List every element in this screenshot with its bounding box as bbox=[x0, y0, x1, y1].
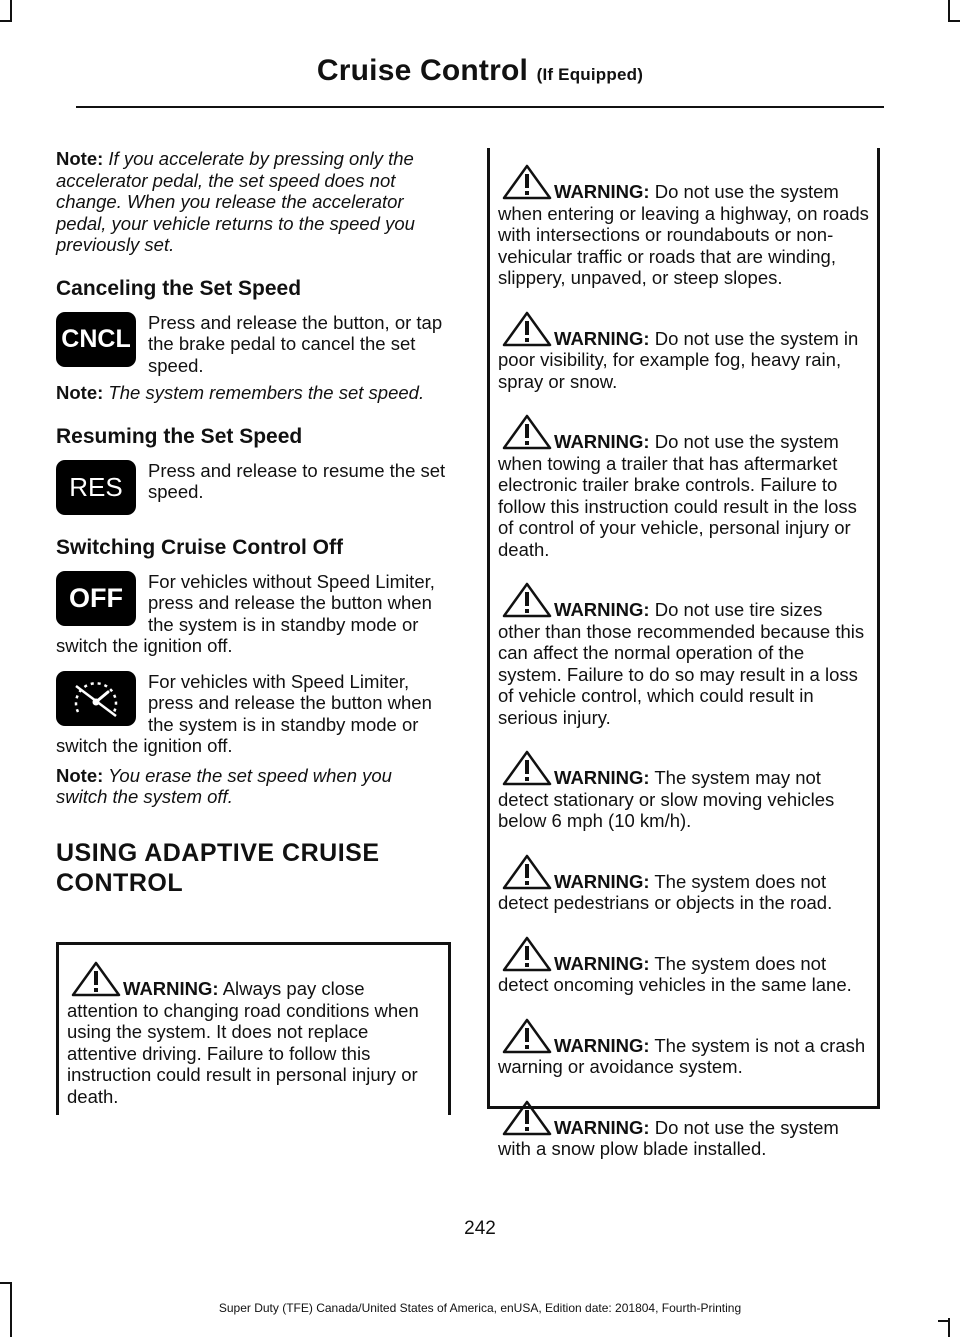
warning-item bbox=[498, 1100, 869, 1160]
warning-item bbox=[498, 750, 869, 832]
resume-icon-label: RES bbox=[69, 471, 123, 502]
warning-triangle-icon bbox=[502, 311, 552, 347]
warning-text: The system does not detect oncoming vehicles in the same lane. bbox=[498, 952, 852, 995]
warning-label: WARNING: bbox=[554, 870, 650, 892]
crop-mark bbox=[10, 0, 12, 22]
page-number: 242 bbox=[464, 1218, 496, 1239]
section-heading-line2: CONTROL bbox=[56, 868, 184, 897]
off-icon-label: OFF bbox=[69, 582, 123, 613]
section-heading bbox=[56, 838, 446, 898]
warning-text: Do not use the system in poor visibility, for example fog, heavy rain, spray or snow. bbox=[498, 327, 859, 392]
warning-item bbox=[498, 936, 869, 996]
warning-triangle-icon bbox=[502, 936, 552, 972]
warning-triangle-icon bbox=[502, 414, 552, 450]
note-text: You erase the set speed when you switch the system off. bbox=[56, 764, 392, 807]
warning-text: Always pay close attention to changing road conditions when using the system. It does not replace attentive driving. Failure to follow this instruction could result in personal injury or death. bbox=[67, 978, 419, 1107]
page-title-subtitle: (If Equipped) bbox=[536, 65, 644, 84]
limiter-section bbox=[56, 671, 446, 757]
resume-button-icon bbox=[56, 460, 136, 515]
warning-text: Do not use tire sizes other than those recommended because this can affect the normal operation of the system. Failure to do so may result in a loss of vehicle control, which could result in serious injury. bbox=[498, 599, 865, 728]
warning-label: WARNING: bbox=[554, 599, 650, 620]
warning-label: WARNING: bbox=[554, 327, 650, 349]
warning-triangle-icon bbox=[502, 750, 552, 786]
note-label: Note: bbox=[56, 382, 104, 403]
heading-switching-off: Switching Cruise Control Off bbox=[56, 535, 343, 559]
warning-text: The system may not detect stationary or slow moving vehicles below 6 mph (10 km/h). bbox=[498, 767, 835, 831]
resume-instructions: Press and release to resume the set speed. bbox=[148, 459, 446, 502]
crop-mark bbox=[0, 20, 12, 22]
cancel-section bbox=[56, 312, 446, 377]
warning-item bbox=[498, 414, 869, 560]
crop-mark bbox=[0, 1282, 12, 1284]
warning-item bbox=[67, 961, 440, 1107]
note-remembers bbox=[56, 382, 446, 404]
off-button-icon bbox=[56, 571, 136, 626]
warning-item bbox=[498, 164, 869, 289]
warning-triangle-icon bbox=[502, 582, 552, 618]
warning-label: WARNING: bbox=[554, 952, 650, 974]
cancel-button-icon bbox=[56, 312, 136, 367]
warning-item bbox=[498, 1018, 869, 1078]
note-accelerator bbox=[56, 148, 446, 256]
note-text: The system remembers the set speed. bbox=[103, 382, 425, 403]
page-title bbox=[0, 54, 960, 88]
warning-text: Do not use the system when entering or leaving a highway, on roads with intersections or roundabouts or non-vehicular traffic or roads that are winding, slippery, unpaved, or steep slopes. bbox=[498, 181, 869, 288]
warning-label: WARNING: bbox=[554, 767, 650, 788]
crop-mark bbox=[948, 0, 950, 22]
warning-item bbox=[498, 582, 869, 728]
section-heading-line1: USING ADAPTIVE CRUISE bbox=[56, 838, 380, 867]
crop-mark bbox=[948, 20, 960, 22]
heading-resuming: Resuming the Set Speed bbox=[56, 424, 303, 448]
cancel-instructions: Press and release the button, or tap the brake pedal to cancel the set speed. bbox=[148, 311, 443, 376]
note-erase bbox=[56, 765, 446, 808]
header-rule bbox=[76, 106, 884, 108]
note-label: Note: bbox=[56, 148, 104, 169]
warning-text: The system is not a crash warning or avoidance system. bbox=[498, 1034, 866, 1077]
warning-triangle-icon bbox=[502, 164, 552, 200]
warning-triangle-icon bbox=[502, 1018, 552, 1054]
warning-label: WARNING: bbox=[123, 978, 219, 999]
resume-section bbox=[56, 460, 446, 521]
warning-box-left bbox=[56, 942, 451, 1115]
warning-label: WARNING: bbox=[554, 431, 650, 452]
warning-item bbox=[498, 311, 869, 393]
warning-text: Do not use the system with a snow plow blade installed. bbox=[498, 1116, 839, 1159]
warning-item bbox=[498, 854, 869, 914]
warning-text: The system does not detect pedestrians or objects in the road. bbox=[498, 870, 833, 913]
warning-triangle-icon bbox=[502, 854, 552, 890]
warning-label: WARNING: bbox=[554, 1034, 650, 1056]
footer-edition: Super Duty (TFE) Canada/United States of America, enUSA, Edition date: 201804, Fourth-Printing bbox=[218, 1301, 742, 1315]
left-column bbox=[56, 148, 446, 898]
cancel-icon-label: CNCL bbox=[61, 324, 131, 353]
limiter-instructions: For vehicles with Speed Limiter, press and release the button when the system is in standby mode or switch the ignition off. bbox=[56, 670, 432, 756]
warning-triangle-icon bbox=[71, 961, 121, 997]
warning-label: WARNING: bbox=[554, 181, 650, 202]
page-title-main: Cruise Control bbox=[316, 54, 529, 87]
note-text: If you accelerate by pressing only the accelerator pedal, the set speed does not change. When you release the accelerator pedal, your vehicle returns to the speed you previously set. bbox=[56, 148, 415, 255]
off-instructions: For vehicles without Speed Limiter, press and release the button when the system is in standby mode or switch the ignition off. bbox=[56, 570, 435, 656]
off-section bbox=[56, 571, 446, 657]
warning-box-right bbox=[487, 148, 880, 1159]
note-label: Note: bbox=[56, 764, 104, 786]
warning-list bbox=[498, 164, 869, 1160]
warning-label: WARNING: bbox=[554, 1116, 650, 1138]
crop-mark bbox=[938, 1320, 950, 1322]
warning-triangle-icon bbox=[502, 1100, 552, 1136]
speed-limiter-icon bbox=[56, 671, 136, 726]
warning-text: Do not use the system when towing a trailer that has aftermarket electronic trailer brake controls. Failure to follow this instruction could result in the loss of control of your vehicle, personal injury or death. bbox=[498, 431, 857, 560]
heading-canceling: Canceling the Set Speed bbox=[56, 276, 302, 300]
